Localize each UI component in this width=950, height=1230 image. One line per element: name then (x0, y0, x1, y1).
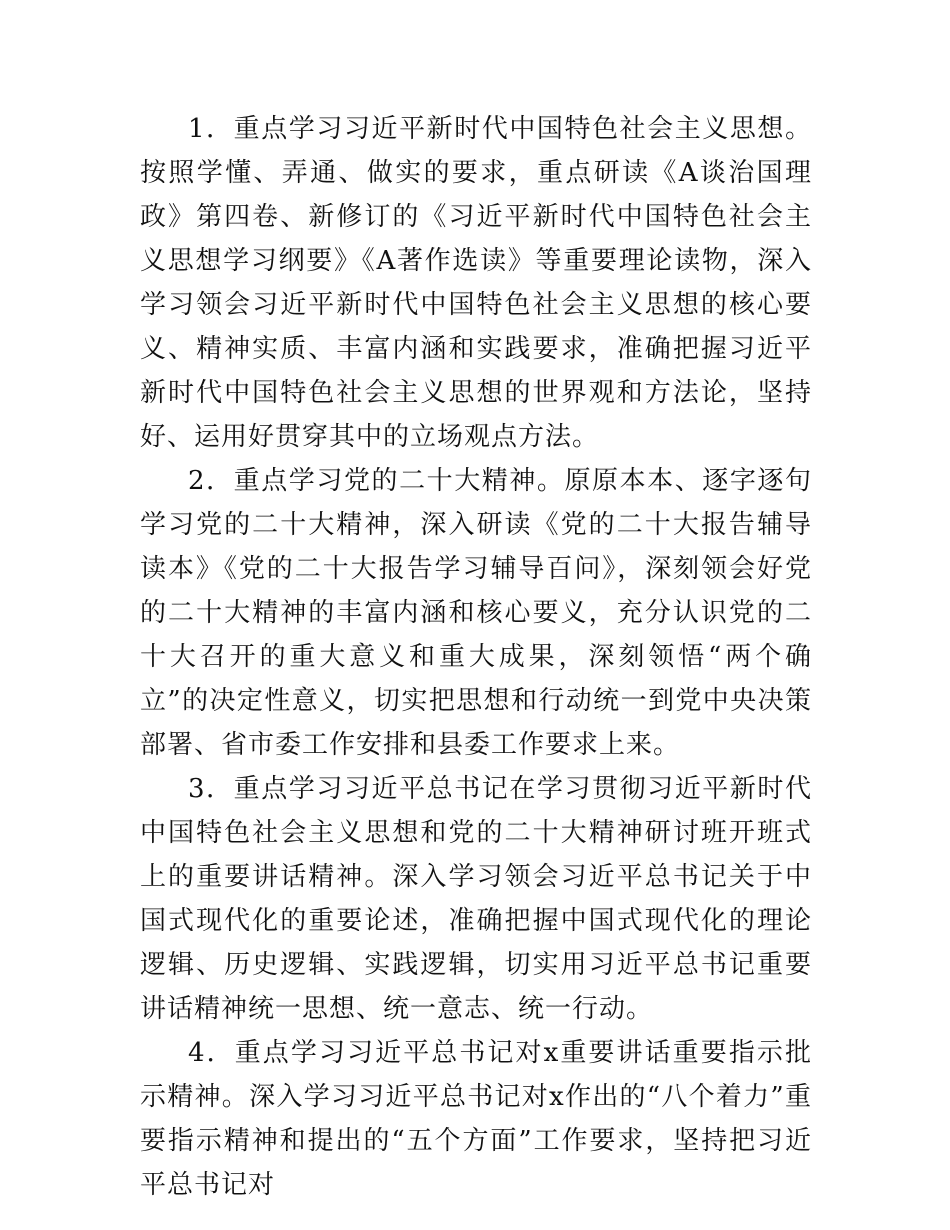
paragraph-4: 4．重点学习习近平总书记对x重要讲话重要指示批示精神。深入学习习近平总书记对x作出的“八个着力”重要指示精神和提出的“五个方面”工作要求，坚持把习近平总书记对 (140, 1038, 812, 1200)
document-body (140, 107, 812, 1207)
paragraph-2: 2．重点学习党的二十大精神。原原本本、逐字逐句学习党的二十大精神，深入研读《党的二十大报告辅导读本》《党的二十大报告学习辅导百问》，深刻领会好党的二十大精神的丰富内涵和核心要义，充分认识党的二十大召开的重大意义和重大成果，深刻领悟“两个确立”的决定性意义，切实把思想和行动统一到党中央决策部署、省市委工作安排和县委工作要求上来。 (140, 466, 812, 760)
paragraph-1: 1．重点学习习近平新时代中国特色社会主义思想。按照学懂、弄通、做实的要求，重点研读《A谈治国理政》第四卷、新修订的《习近平新时代中国特色社会主义思想学习纲要》《A著作选读》等重要理论读物，深入学习领会习近平新时代中国特色社会主义思想的核心要义、精神实质、丰富内涵和实践要求，准确把握习近平新时代中国特色社会主义思想的世界观和方法论，坚持好、运用好贯穿其中的立场观点方法。 (140, 114, 812, 452)
paragraph-3: 3．重点学习习近平总书记在学习贯彻习近平新时代中国特色社会主义思想和党的二十大精神研讨班开班式上的重要讲话精神。深入学习领会习近平总书记关于中国式现代化的重要论述，准确把握中国式现代化的理论逻辑、历史逻辑、实践逻辑，切实用习近平总书记重要讲话精神统一思想、统一意志、统一行动。 (140, 774, 812, 1024)
